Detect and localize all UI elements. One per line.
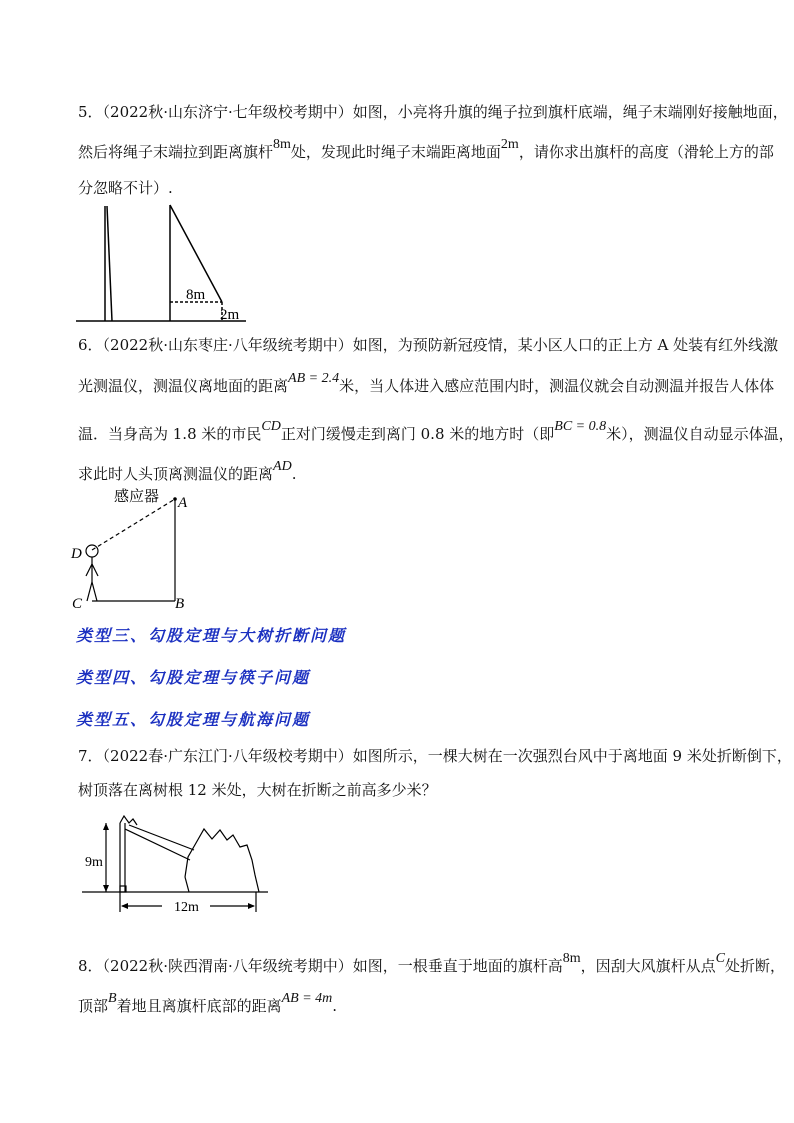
q8-value-b: B <box>108 991 117 1006</box>
q5-line2-text-a: 然后将绳子末端拉到距离旗杆 <box>78 143 274 161</box>
q8-value-ab: AB = 4m <box>281 991 333 1006</box>
q6-line4-text-b: . <box>291 465 297 483</box>
arrow-12m-right <box>248 903 255 909</box>
q8-line2-text-b: 着地且离旗杆底部的距离 <box>116 997 282 1015</box>
person-arm-left <box>86 564 92 576</box>
label-9m: 9m <box>85 855 103 870</box>
q6-value-bc: BC = 0.8 <box>554 419 607 434</box>
q6-line1: 6．（2022秋·山东枣庄·八年级统考期中）如图，为预防新冠疫情，某小区人口的正上方 A 处装有红外线激 <box>78 336 779 354</box>
tree-crown <box>185 829 259 892</box>
q5-line2-text-c: ，请你求出旗杆的高度（滑轮上方的部 <box>518 143 774 161</box>
q8-line1 <box>78 951 786 978</box>
q8-value-c: C <box>715 951 726 966</box>
q6-line3 <box>78 419 794 446</box>
q5-value-2m: 2m <box>500 137 519 152</box>
heading-type-5: 类型五、勾股定理与航海问题 <box>76 710 311 729</box>
person-arm-right <box>92 564 98 576</box>
q5-line3: 分忽略不计）. <box>78 179 173 197</box>
person-leg-left <box>87 582 92 601</box>
label-2m: 2m <box>220 307 240 323</box>
q6-value-ab: AB = 2.4 <box>288 371 340 386</box>
q6-line2-text-b: 米，当人体进入感应范围内时，测温仪就会自动测温并报告人体体 <box>339 377 775 395</box>
q7-line2: 树顶落在离树根 12 米处，大树在折断之前高多少米？ <box>78 781 437 799</box>
arrow-12m-left <box>121 903 128 909</box>
label-12m: 12m <box>174 900 199 915</box>
q6-line3-text-c: 米），测温仪自动显示体温， <box>606 425 794 443</box>
q5-line1: 5．（2022秋·山东济宁·七年级校考期中）如图，小亮将升旗的绳子拉到旗杆底端，绳子末端刚好接触地面， <box>78 103 788 121</box>
q8-value-8m: 8m <box>562 951 581 966</box>
label-C: C <box>72 596 83 612</box>
q6-line2-text-a: 光测温仪，测温仪离地面的距离 <box>78 377 289 395</box>
q6-line4-text-a: 求此时人头顶离测温仪的距离 <box>78 465 274 483</box>
person-leg-right <box>92 582 97 601</box>
q7-line1: 7．（2022春·广东江门·八年级校考期中）如图所示，一棵大树在一次强烈台风中于离地面 9 米处折断倒下， <box>78 747 792 765</box>
q6-line3-text-a: 温．当身高为 1.8 米的市民 <box>78 425 262 443</box>
q6-line2 <box>78 371 775 398</box>
heading-type-4: 类型四、勾股定理与筷子问题 <box>76 668 311 687</box>
label-D: D <box>71 546 82 562</box>
q8-line1-text-a: 8．（2022秋·陕西渭南·八年级统考期中）如图，一根垂直于地面的旗杆高 <box>78 957 563 975</box>
heading-type-3: 类型三、勾股定理与大树折断问题 <box>76 626 347 645</box>
q8-line2-text-c: . <box>332 997 338 1015</box>
rope-left <box>107 206 112 321</box>
q8-line2-text-a: 顶部 <box>78 997 109 1015</box>
crown-base <box>185 877 189 892</box>
q5-flagpole-figure <box>76 200 256 326</box>
q8-line2 <box>78 991 338 1018</box>
label-A: A <box>178 495 188 511</box>
q6-value-ad: AD <box>273 459 292 474</box>
q8-line1-text-b: ，因刮大风旗杆从点 <box>580 957 716 975</box>
q6-line3-text-b: 正对门缓慢走到离门 0.8 米的地方时（即 <box>280 425 555 443</box>
arrow-9m-top <box>103 823 109 830</box>
q8-line1-text-c: 处折断， <box>725 957 786 975</box>
segment-DA-dashed <box>92 499 175 550</box>
q5-line2 <box>78 137 774 164</box>
arrow-9m-bottom <box>103 885 109 892</box>
person-head <box>86 545 98 557</box>
label-B: B <box>175 596 185 612</box>
q5-value-8m: 8m <box>273 137 291 152</box>
q5-line2-text-b: 处，发现此时绳子末端距离地面 <box>290 143 501 161</box>
label-sensor: 感应器 <box>114 489 160 505</box>
q7-tree-figure <box>82 815 272 915</box>
q6-sensor-figure <box>66 482 216 612</box>
break-jag <box>120 816 137 825</box>
label-8m: 8m <box>186 287 206 303</box>
q6-value-cd: CD <box>261 419 281 434</box>
